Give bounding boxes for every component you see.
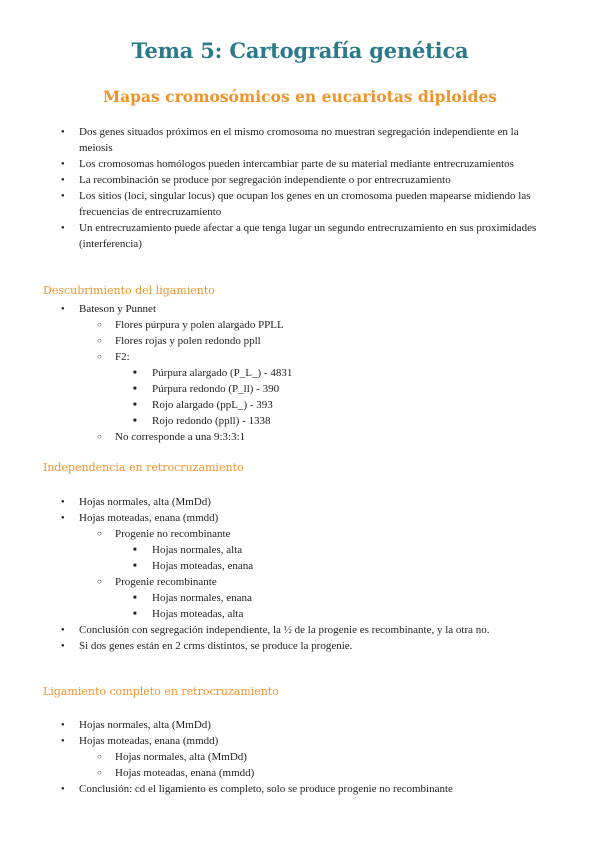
list-item: ■ Rojo redondo (ppll) - 1338 [0, 413, 600, 429]
section-heading-independencia: Independencia en retrocruzamiento [43, 461, 244, 474]
list-item: ● Hojas normales, alta (MmDd) [0, 494, 600, 510]
list-item: ● Los sitios (loci, singular locus) que ocupan los genes en un cromosoma pueden mapearse midiendo las frecuencias de entrecruzamiento [0, 188, 600, 220]
ligamiento-list [0, 717, 600, 797]
list-item: ● Dos genes situados próximos en el mismo cromosoma no muestran segregación independiente en la meiosis [0, 124, 600, 156]
list-item: ○ Flores rojas y polen redondo ppll [0, 333, 600, 349]
list-item: ● Hojas moteadas, enana (mmdd) [0, 510, 600, 526]
list-item: ■ Hojas normales, alta [0, 542, 600, 558]
list-item: ● Conclusión: cd el ligamiento es completo, solo se produce progenie no recombinante [0, 781, 600, 797]
list-item: ○ Hojas normales, alta (MmDd) [0, 749, 600, 765]
list-item: ● Un entrecruzamiento puede afectar a que tenga lugar un segundo entrecruzamiento en sus proximidades (interferencia) [0, 220, 600, 252]
list-item: ● Hojas moteadas, enana (mmdd) [0, 733, 600, 749]
independencia-list [0, 494, 600, 654]
list-item: ■ Púrpura alargado (P_L_) - 4831 [0, 365, 600, 381]
list-item: ■ Rojo alargado (ppL_) - 393 [0, 397, 600, 413]
list-item: ○ Progenie recombinante [0, 574, 600, 590]
list-item: ○ Flores púrpura y polen alargado PPLL [0, 317, 600, 333]
descubrimiento-list [0, 301, 600, 445]
page-title: Tema 5: Cartografía genética [131, 38, 469, 63]
section-heading-ligamiento: Ligamiento completo en retrocruzamiento [43, 685, 279, 698]
list-item: ● La recombinación se produce por segregación independiente o por entrecruzamiento [0, 172, 600, 188]
list-item: ○ Hojas moteadas, enana (mmdd) [0, 765, 600, 781]
list-item: ● Si dos genes están en 2 crms distintos, se produce la progenie. [0, 638, 600, 654]
page-subtitle: Mapas cromosómicos en eucariotas diploides [102, 87, 498, 106]
list-item: ● Los cromosomas homólogos pueden intercambiar parte de su material mediante entrecruzamientos [0, 156, 600, 172]
list-item: ● Conclusión con segregación independiente, la ½ de la progenie es recombinante, y la otra no. [0, 622, 600, 638]
list-item: ○ F2: [0, 349, 600, 365]
list-item: ● Bateson y Punnet [0, 301, 600, 317]
list-item: ● Hojas normales, alta (MmDd) [0, 717, 600, 733]
list-item: ■ Púrpura redondo (P_ll) - 390 [0, 381, 600, 397]
list-item: ■ Hojas normales, enana [0, 590, 600, 606]
list-item: ○ Progenie no recombinante [0, 526, 600, 542]
section-heading-descubrimiento: Descubrimiento del ligamiento [43, 284, 215, 297]
list-item: ■ Hojas moteadas, alta [0, 606, 600, 622]
intro-list [0, 124, 600, 252]
list-item: ■ Hojas moteadas, enana [0, 558, 600, 574]
list-item: ○ No corresponde a una 9:3:3:1 [0, 429, 600, 445]
